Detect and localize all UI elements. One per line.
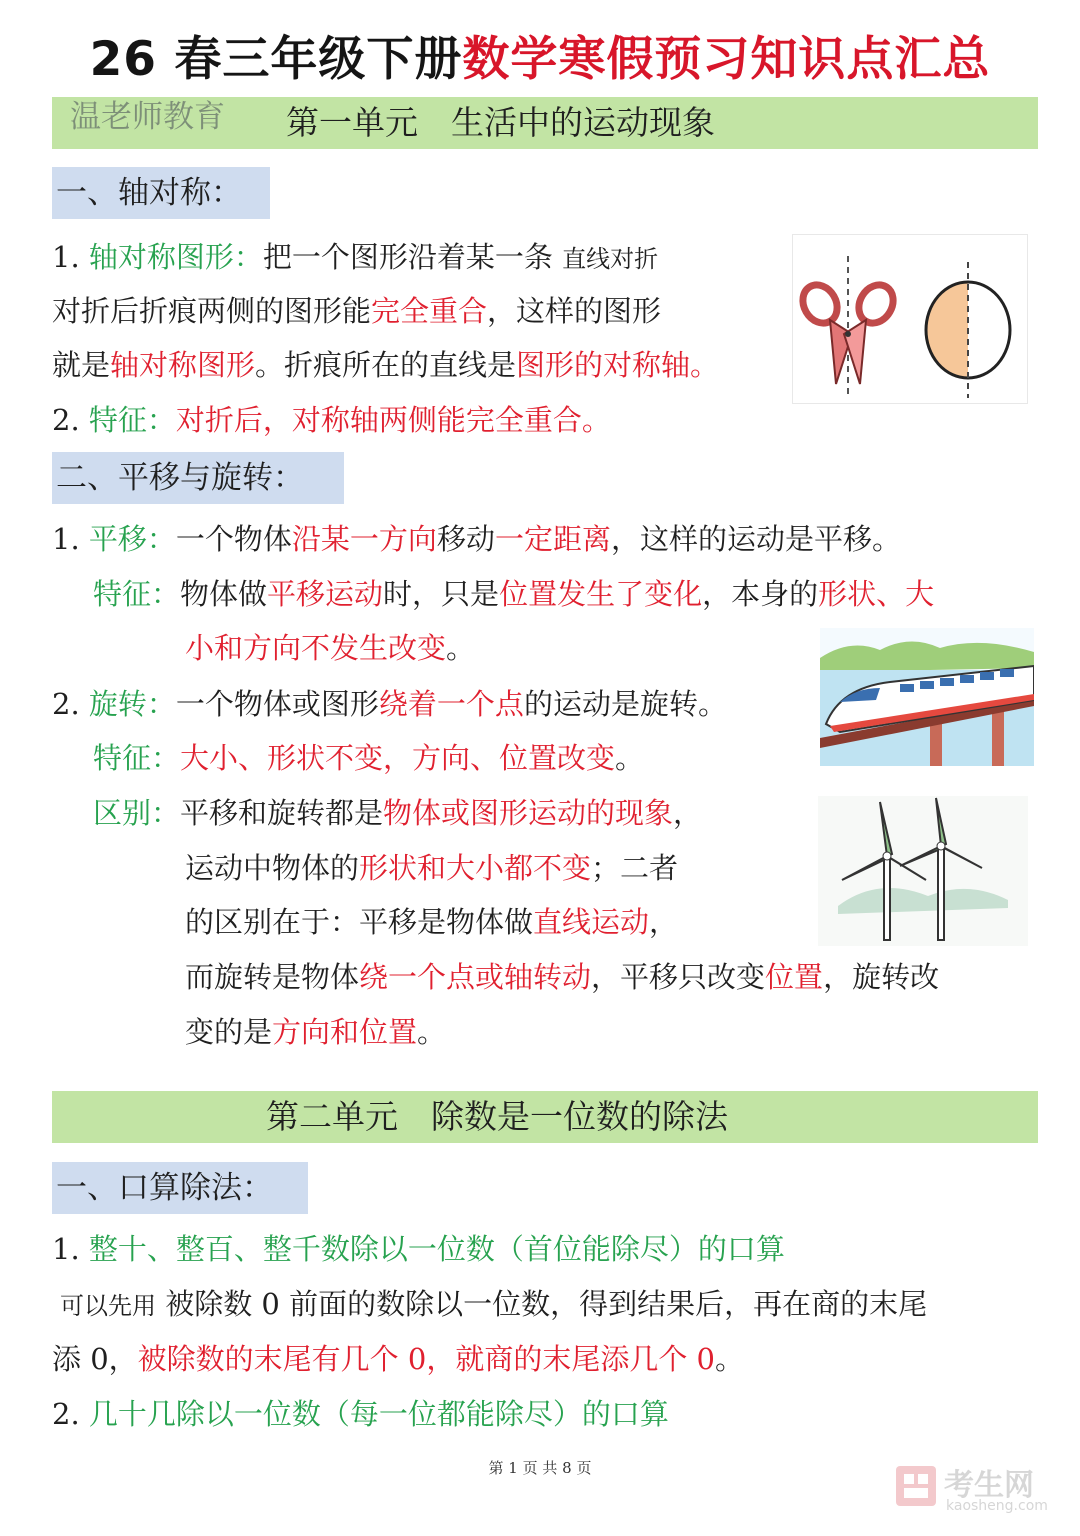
difference-line-2: 运动中物体的形状和大小都不变；二者 [185,851,679,885]
term-label: 旋转： [88,687,176,721]
unit1-band [52,97,1038,149]
unit2-heading: 第二单元 除数是一位数的除法 [266,1097,728,1136]
term-label: 特征： [88,403,176,437]
translation-feature-1: 特征：物体做平移运动时，只是位置发生了变化，本身的形状、大 [93,577,935,611]
symmetry-feature: 2. 特征：对折后，对称轴两侧能完全重合。 [52,403,611,437]
oral-division-line-2: 可以先用 被除数 0 前面的数除以一位数，得到结果后，再在商的末尾 [60,1287,928,1321]
symmetry-line-1 [52,237,658,279]
highlight: 完全重合 [371,294,488,328]
text-inline: 可以先用 [60,1292,156,1320]
difference-line-1: 区别：平移和旋转都是物体或图形运动的现象， [93,796,703,830]
text: 把一个图形沿着某一条 [262,240,553,274]
term-label: 轴对称图形： [88,240,263,274]
site-logo [892,1460,1062,1520]
unit2-band [52,1091,1038,1143]
term-label: 区别： [93,796,181,830]
oral-division-item-2: 2. 几十几除以一位数（每一位都能除尽）的口算 [52,1397,669,1431]
symmetry-figure [792,234,1028,404]
train-figure [820,628,1034,766]
title-red: 数学寒假预习知识点汇总 [462,32,991,87]
train-illustration [820,628,1034,766]
section-heading-axial-symmetry: 一、轴对称： [52,167,270,219]
windmill-figure [818,796,1028,946]
page-number: 第 1 页 共 8 页 [488,1459,592,1477]
watermark: 温老师教育 [70,99,225,135]
oral-division-line-3: 添 0，被除数的末尾有几个 0，就商的末尾添几个 0。 [52,1342,745,1376]
page-title [0,22,1080,89]
highlight: 轴对称图形 [110,348,256,382]
translation-feature-2: 小和方向不发生改变。 [185,631,476,665]
text-inline: 直线对折 [562,245,659,273]
term-label: 特征： [93,741,181,775]
unit1-heading: 第一单元 生活中的运动现象 [286,103,715,142]
oral-division-item-1: 1. 整十、整百、整千数除以一位数（首位能除尽）的口算 [52,1232,785,1266]
windmill-illustration [818,796,1028,946]
difference-line-5: 变的是方向和位置。 [185,1015,447,1049]
term-label: 特征： [93,577,181,611]
translation-definition: 1. 平移：一个物体沿某一方向移动一定距离，这样的运动是平移。 [52,522,901,556]
rotation-definition: 2. 旋转：一个物体或图形绕着一个点的运动是旋转。 [52,687,727,721]
difference-line-3: 的区别在于：平移是物体做直线运动， [185,905,679,939]
rotation-feature: 特征：大小、形状不变，方向、位置改变。 [93,741,645,775]
item-number: 1. [52,240,80,274]
section-heading-oral-division: 一、口算除法： [52,1162,308,1214]
difference-line-4: 而旋转是物体绕一个点或轴转动，平移只改变位置，旋转改 [185,960,940,994]
symmetry-line-3: 就是轴对称图形。折痕所在的直线是图形的对称轴。 [52,348,720,382]
logo-url: kaosheng.com [946,1498,1048,1514]
highlight: 对折后，对称轴两侧能完全重合。 [175,403,611,437]
term-label: 平移： [88,522,176,556]
section-heading-translation-rotation: 二、平移与旋转： [52,452,344,504]
title-black: 26 春三年级下册 [89,32,463,87]
logo-text: 考生网 [944,1468,1034,1503]
scissors-circle-illustration [792,234,1028,404]
symmetry-line-2: 对折后折痕两侧的图形能完全重合，这样的图形 [52,294,662,328]
highlight: 图形的对称轴。 [516,348,720,382]
